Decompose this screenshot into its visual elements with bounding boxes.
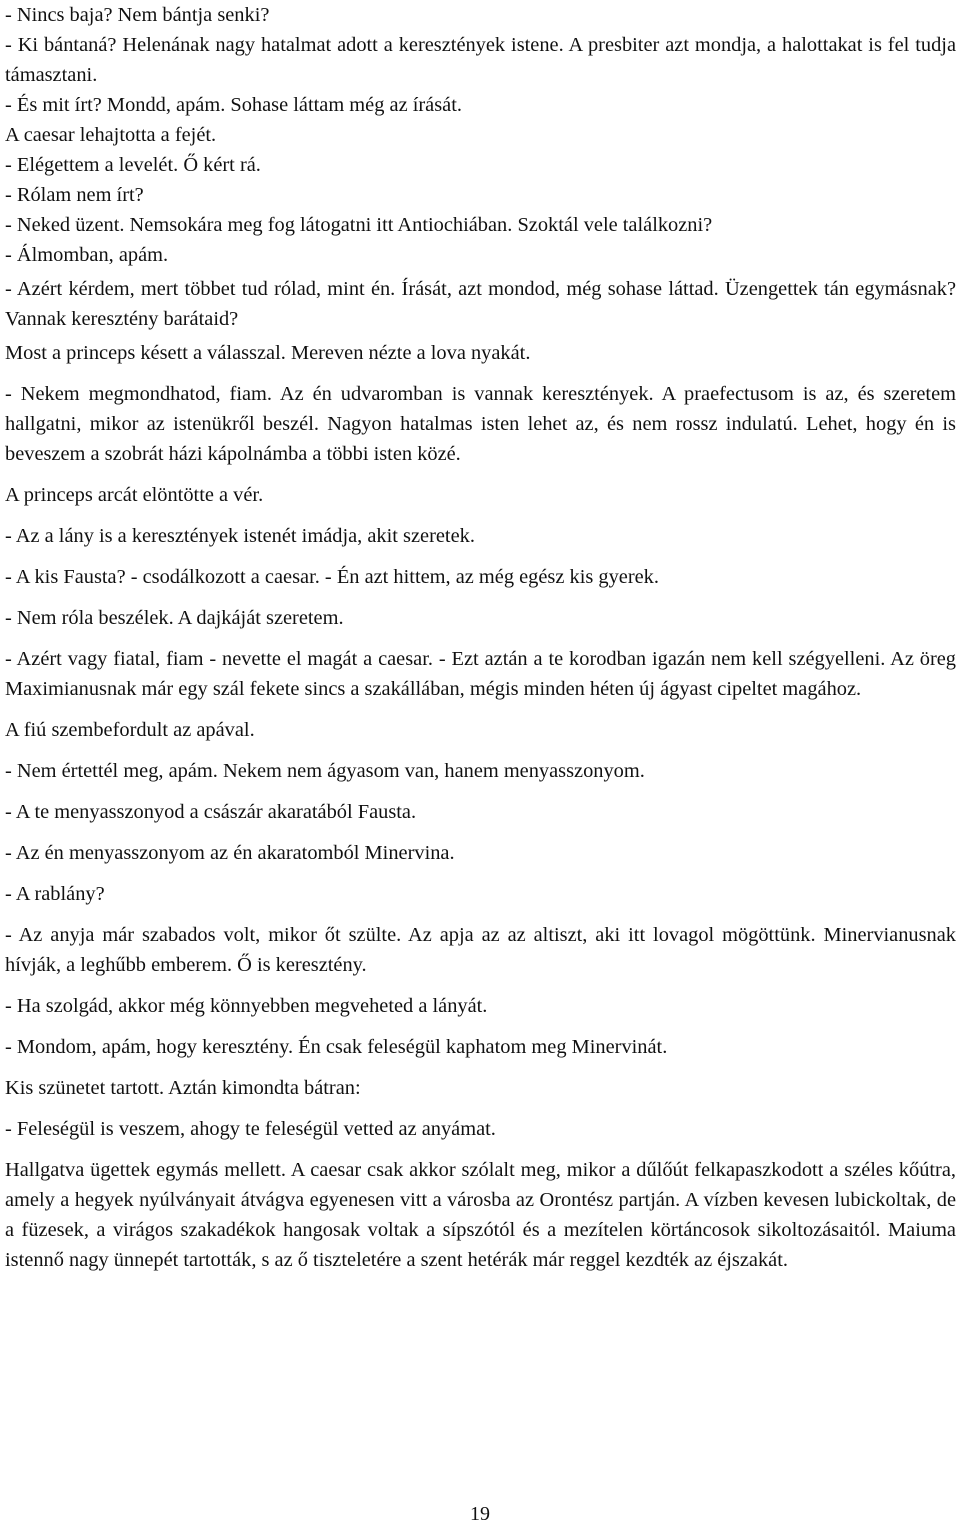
paragraph: - Az én menyasszonyom az én akaratomból Minervina. (5, 842, 455, 864)
paragraph: - Ha szolgád, akkor még könnyebben megveheted a lányát. (5, 995, 488, 1017)
paragraph: - Azért kérdem, mert többet tud rólad, mint én. Írását, azt mondod, még sohase láttad. Üzengettek tán egymásnak? Vannak keresztény barátaid? (5, 278, 956, 330)
paragraph: Most a princeps késett a válasszal. Mereven nézte a lova nyakát. (5, 342, 531, 364)
paragraph: A fiú szembefordult az apával. (5, 719, 255, 741)
paragraph: A caesar lehajtotta a fejét. (5, 124, 217, 146)
paragraph: - Álmomban, apám. (5, 244, 169, 266)
page-number: 19 (470, 1503, 490, 1525)
body-text (5, 0, 956, 1275)
paragraph: - Az a lány is a keresztények istenét imádja, akit szeretek. (5, 525, 475, 547)
paragraph: - A kis Fausta? - csodálkozott a caesar. - Én azt hittem, az még egész kis gyerek. (5, 566, 659, 588)
paragraph: - Rólam nem írt? (5, 184, 144, 206)
paragraph: - Nincs baja? Nem bántja senki? (5, 4, 270, 26)
paragraph: Hallgatva ügettek egymás mellett. A caesar csak akkor szólalt meg, mikor a dűlőút felkapaszkodott a széles kőútra, amely a hegyek nyúlványait átvágva egyenesen vitt a városba az Orontész partján. A vízben kevesen lubickoltak, de a füzesek, a virágos szakadékok hangosak voltak a sípszótól és a mezítelen körtáncosok sikoltozásaitól. Maiuma istennő nagy ünnepét tartották, s az ő tiszteletére a szent hetérák már reggel kezdték az éjszakát. (5, 1159, 956, 1271)
paragraph: A princeps arcát elöntötte a vér. (5, 484, 264, 506)
paragraph: - A te menyasszonyod a császár akaratából Fausta. (5, 801, 417, 823)
paragraph: - Azért vagy fiatal, fiam - nevette el magát a caesar. - Ezt aztán a te korodban igazán nem kell szégyelleni. Az öreg Maximianusnak már egy szál fekete sincs a szakállában, mégis minden héten új ágyast cipeltet magához. (5, 648, 956, 700)
paragraph: - Nekem megmondhatod, fiam. Az én udvaromban is vannak keresztények. A praefectusom is az, és szeretem hallgatni, mikor az istenükről beszél. Nagyon hatalmas isten lehet az, és nem rossz indulatú. Lehet, hogy én is beveszem a szobrát házi kápolnámba a többi isten közé. (5, 383, 956, 465)
paragraph: Kis szünetet tartott. Aztán kimondta bátran: (5, 1077, 361, 1099)
paragraph: - És mit írt? Mondd, apám. Sohase láttam még az írását. (5, 94, 462, 116)
paragraph: - Ki bántaná? Helenának nagy hatalmat adott a keresztények istene. A presbiter azt mondja, a halottakat is fel tudja támasztani. (5, 34, 956, 86)
paragraph: - Neked üzent. Nemsokára meg fog látogatni itt Antiochiában. Szoktál vele találkozni? (5, 214, 713, 236)
paragraph: - Feleségül is veszem, ahogy te feleségül vetted az anyámat. (5, 1118, 496, 1140)
paragraph: - Mondom, apám, hogy keresztény. Én csak feleségül kaphatom meg Minervinát. (5, 1036, 668, 1058)
paragraph: - A rablány? (5, 883, 105, 905)
paragraph: - Nem róla beszélek. A dajkáját szeretem. (5, 607, 344, 629)
paragraph: - Elégettem a levelét. Ő kért rá. (5, 154, 261, 176)
paragraph: - Nem értettél meg, apám. Nekem nem ágyasom van, hanem menyasszonyom. (5, 760, 645, 782)
paragraph: - Az anyja már szabados volt, mikor őt szülte. Az apja az az altiszt, aki itt lovagol mögöttünk. Minervianusnak hívják, a leghűbb emberem. Ő is keresztény. (5, 924, 956, 976)
